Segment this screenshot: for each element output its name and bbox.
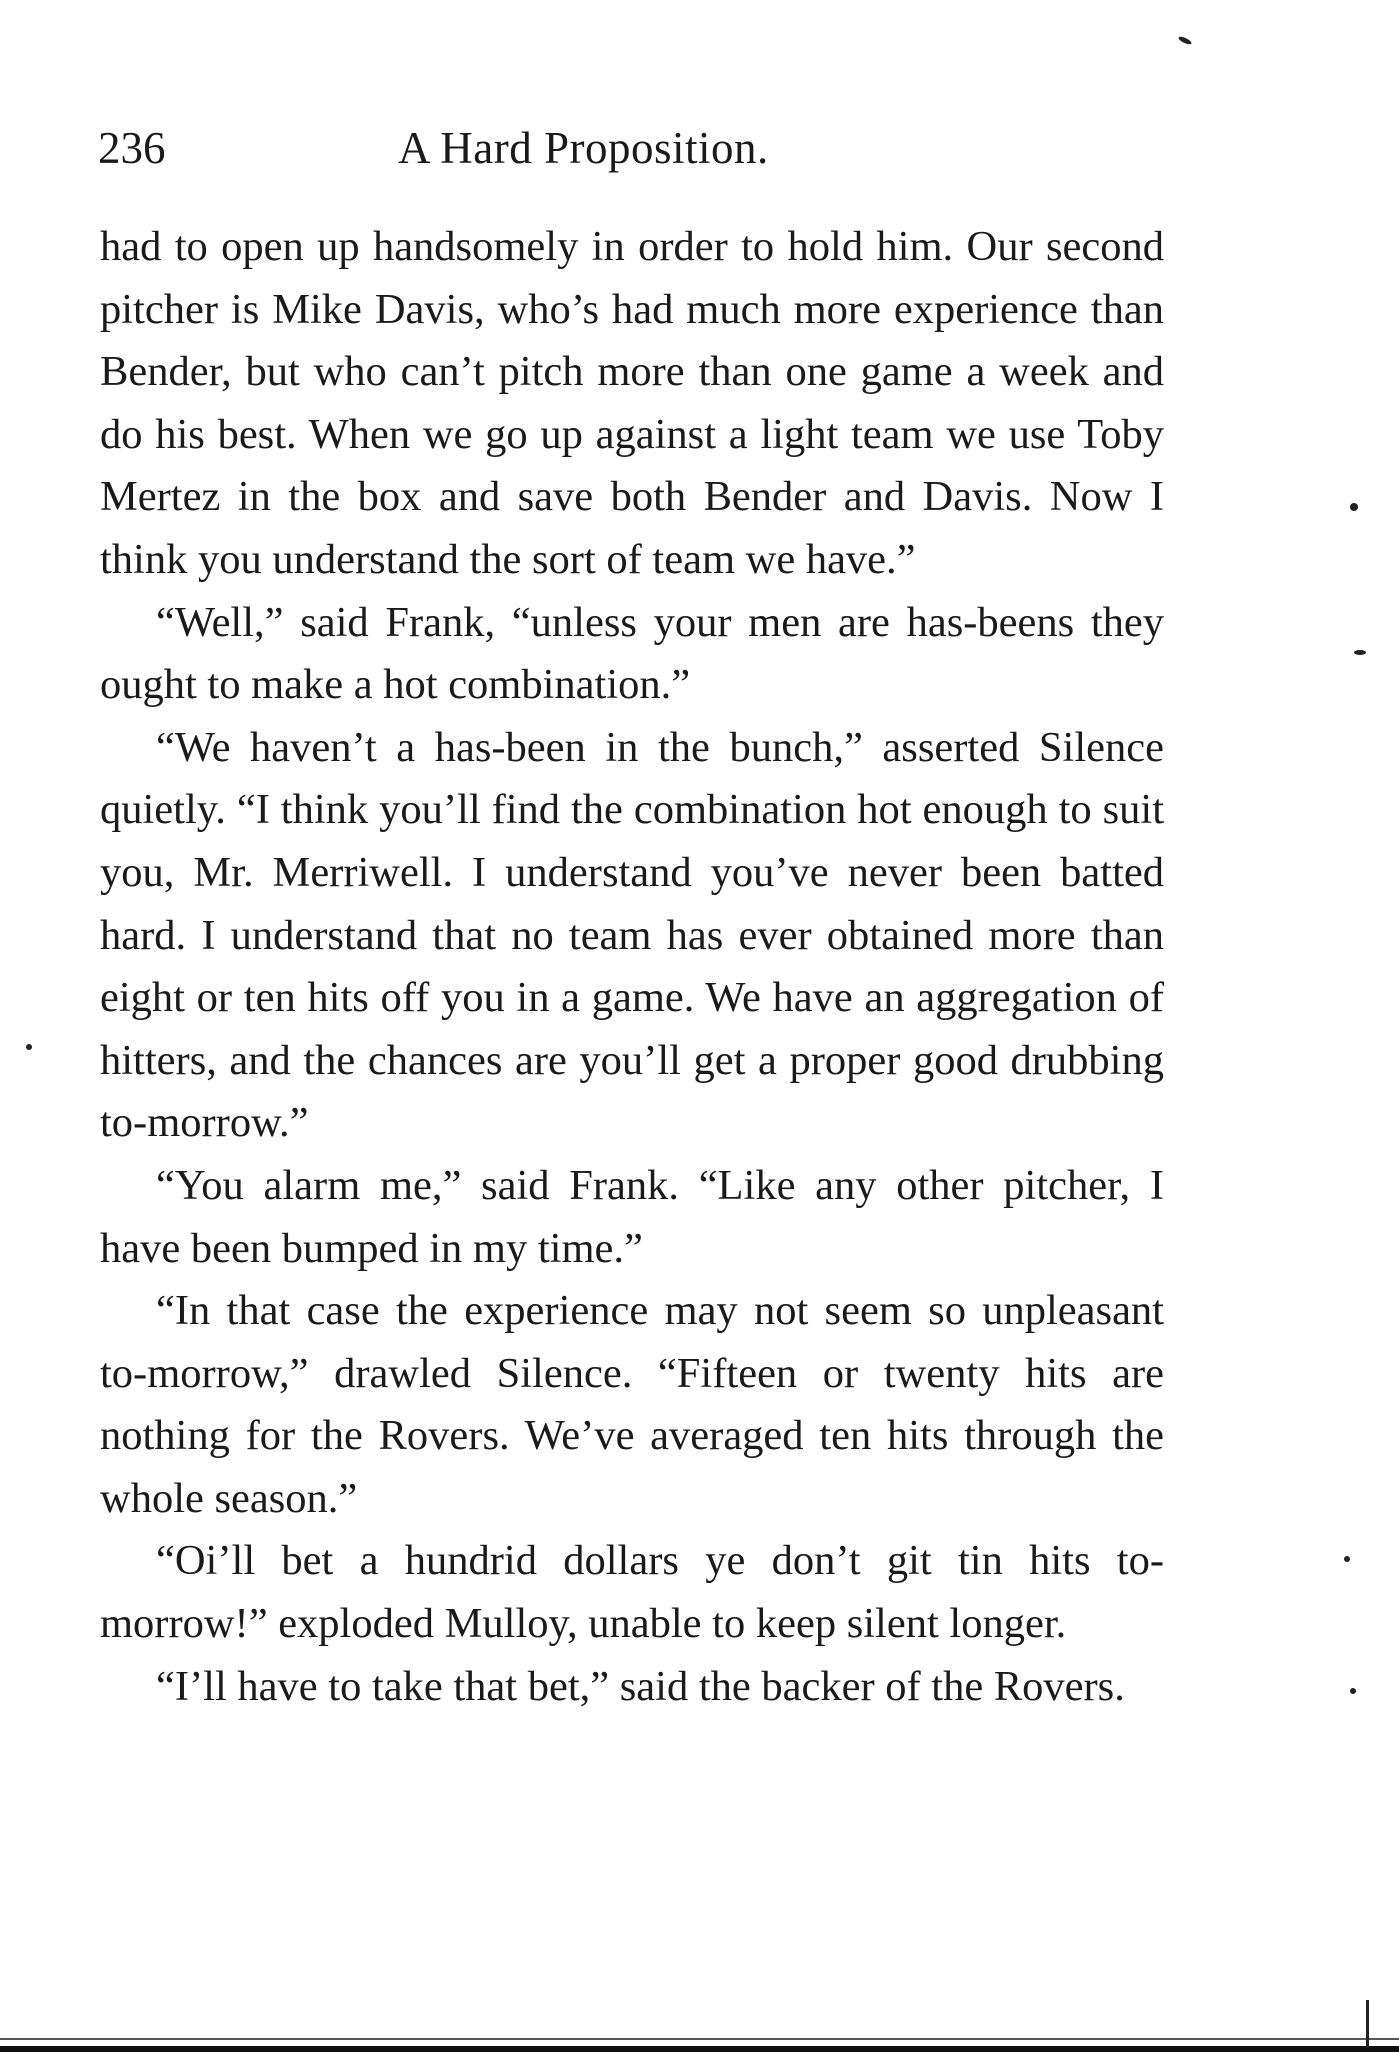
running-title: A Hard Proposition. [398,123,769,173]
right-edge-mark [1366,2000,1369,2048]
page-number: 236 [98,123,166,173]
paragraph-4: “You alarm me,” said Frank. “Like any other pitcher, I have been bumped in my time.” [100,1161,1164,1272]
speck-right-4 [1350,1688,1356,1694]
paragraph-5: “In that case the experience may not seem so unpleasant to-morrow,” drawled Silence. “Fifteen or twenty hits are nothing for the Rovers. We’ve averaged ten hits through the whole season.” [100,1287,1164,1522]
paragraph-1: had to open up handsomely in order to hold him. Our second pitcher is Mike Davis, who’s had much more experience than Bender, but who can’t pitch more than one game a week and do his best. When we go up against a light team we use Toby Mertez in the box and save both Bender and Davis. Now I think you understand the sort of team we have.” [100,223,1164,583]
speck-left-1 [26,1044,32,1050]
speck-top-right [1178,35,1193,45]
bottom-edge [0,2046,1399,2052]
page-header [98,118,1178,178]
bottom-edge-shadow [0,2038,1399,2040]
paragraph-6: “Oi’ll bet a hundrid dollars ye don’t git tin hits to-morrow!” exploded Mulloy, unable to keep silent longer. [100,1537,1164,1648]
speck-right-2 [1354,650,1366,655]
speck-right-3 [1344,1556,1350,1562]
paragraph-3: “We haven’t a has-been in the bunch,” asserted Silence quietly. “I think you’ll find the combination hot enough to suit you, Mr. Merriwell. I understand you’ve never been batted hard. I understand that no team has ever obtained more than eight or ten hits off you in a game. We have an aggregation of hitters, and the chances are you’ll get a proper good drubbing to-morrow.” [100,723,1164,1147]
paragraph-7: “I’ll have to take that bet,” said the backer of the Rovers. [156,1662,1125,1710]
speck-right-1 [1350,503,1358,511]
body-text [100,216,1164,1718]
paragraph-2: “Well,” said Frank, “unless your men are has-beens they ought to make a hot combination.” [100,598,1164,709]
